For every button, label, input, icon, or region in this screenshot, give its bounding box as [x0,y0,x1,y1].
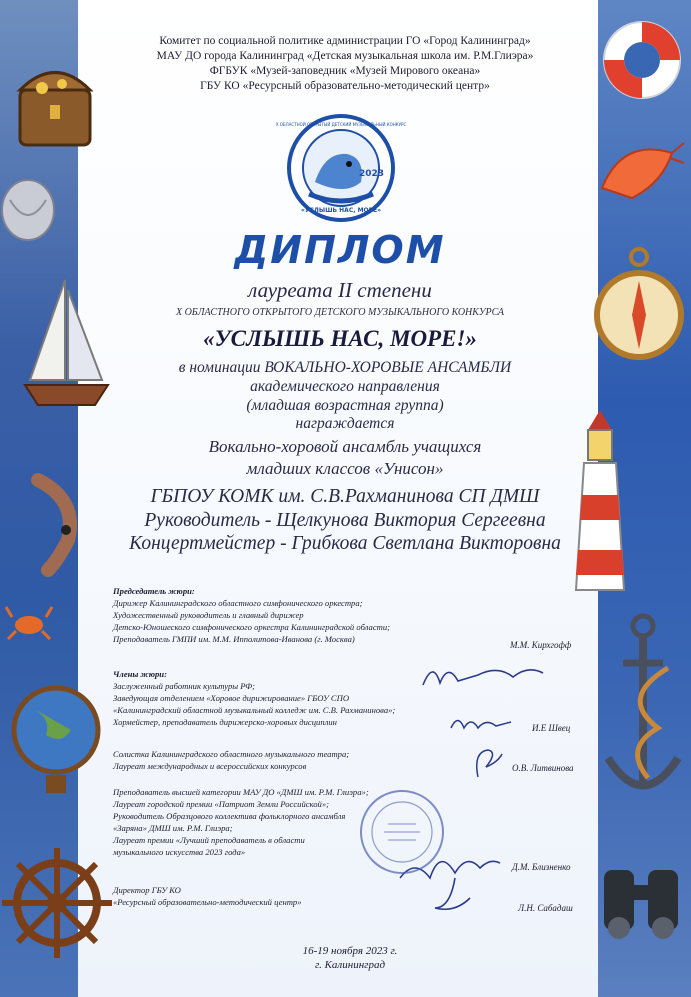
director-name: Л.Н. Сабадаш [518,903,573,913]
director-line: «Ресурсный образовательно-методический центр» [113,897,302,907]
diploma-subtitle: лауреата II степени [248,278,432,302]
logo-ring-text: X ОБЛАСТНОЙ ОТКРЫТЫЙ ДЕТСКИЙ МУЗЫКАЛЬНЫЙ КОНКУРС [275,122,407,127]
jury-member-line: Солистка Калининградского областного музыкального театра; [113,749,350,759]
jury-member-3-block [113,786,593,858]
nomination-line: в номинации ВОКАЛЬНО-ХОРОВЫЕ АНСАМБЛИ [178,359,512,376]
jury-chair-line: Художественный руководитель и главный дирижер [113,610,304,620]
jury-member-3-name: Д.М. Близненко [512,862,571,872]
award-date: 16-19 ноября 2023 г. [302,945,398,957]
signature-member-1 [446,708,516,736]
jury-chair-block [113,585,593,645]
jury-member-line: Лауреат международных и всероссийских конкурсов [113,761,307,771]
organizer-line: ФГБУК «Музей-заповедник «Музей Мирового океана» [209,65,481,77]
jury-chair-line: Дирижер Калининградского областного симфонического оркестра; [113,598,363,608]
school-line: ГБПОУ КОМК им. С.В.Рахманинова СП ДМШ [150,486,540,507]
age-group-line: (младшая возрастная группа) [246,397,444,414]
jury-chair-name: М.М. Кирхгофф [510,640,572,650]
jury-chair-line: Детско-Юношеского симфонического оркестра Калининградской области; [113,622,390,632]
official-stamp [358,788,446,876]
compass-icon [592,245,687,380]
treasure-chest-icon [12,50,102,160]
globe-icon [6,675,106,805]
signature-chair [418,655,548,695]
squid-icon [18,470,108,580]
jury-member-line: Заслуженный работник культуры РФ; [113,681,256,691]
accompanist-line: Концертмейстер - Грибкова Светлана Викторовна [129,533,561,554]
signature-member-2 [468,742,508,782]
jury-member-line: «Калининградский областной музыкальный колледж им. С.В. Рахманинова»; [113,705,396,715]
leader-line: Руководитель - Щелкунова Виктория Сергеевна [144,510,546,531]
ship-wheel-icon-left [2,838,112,968]
organizer-line: Комитет по социальной политике администрации ГО «Город Калининград» [159,35,531,47]
jury-members-heading: Члены жюри: [113,669,167,679]
awarded-line: награждается [295,415,395,432]
awardee-line-2: младших классов «Унисон» [246,459,444,478]
jury-member-line: музыкального искусства 2023 года» [113,847,246,857]
jury-member-line: Преподаватель высшей категории МАУ ДО «ДМШ им. Р.М. Глиэра»; [113,787,369,797]
jury-member-1-name: И.Е Швец [532,723,571,733]
shrimp-icon [592,128,687,218]
organizers-block [110,34,580,94]
jury-chair-heading: Председатель жюри: [113,586,195,596]
logo-bottom-text: «УСЛЫШЬ НАС, МОРЕ» [300,207,382,214]
jury-member-line: Лауреат премии «Лучший преподаватель в области [113,835,305,845]
award-city: г. Калининград [314,959,386,971]
direction-line: академического направления [250,378,440,395]
director-line: Директор ГБУ КО [113,885,181,895]
crab-icon [4,595,54,645]
logo-year: 2023 [359,169,385,179]
awardee-line-1: Вокально-хоровой ансамбль учащихся [208,437,482,456]
contest-description: X ОБЛАСТНОГО ОТКРЫТОГО ДЕТСКОГО МУЗЫКАЛЬНОГО КОНКУРСА [175,307,505,318]
anchor-icon [598,608,688,818]
binoculars-icon [596,840,691,950]
organizer-line: ГБУ КО «Ресурсный образовательно-методический центр» [200,80,490,92]
date-place-block [280,944,420,972]
sailboat-icon [20,270,110,420]
jury-member-line: Лауреат городской премии «Патриот Земли Российской»; [113,799,330,809]
seashell-icon [0,170,60,250]
jury-member-line: Хормейстер, преподаватель дирижерско-хоровых дисциплин [113,717,337,727]
contest-name: «УСЛЫШЬ НАС, МОРЕ!» [203,326,477,351]
contest-logo [275,112,407,224]
lifebuoy-icon [596,10,688,110]
jury-member-line: Руководитель Образцового коллектива фольклорного ансамбля [113,811,346,821]
jury-member-line: Заведующая отделением «Хоровое дирижирование» ГБОУ СПО [113,693,350,703]
jury-member-2-name: О.В. Литвинова [512,763,574,773]
jury-chair-line: Преподаватель ГМПИ им. М.М. Ипполитова-Иванова (г. Москва) [113,634,355,644]
organizer-line: МАУ ДО города Калининград «Детская музыкальная школа им. Р.М.Глиэра» [156,50,534,62]
diploma-title: ДИПЛОМ [234,228,446,272]
jury-member-line: «Заряна» ДМШ им. Р.М. Глиэра; [113,823,233,833]
